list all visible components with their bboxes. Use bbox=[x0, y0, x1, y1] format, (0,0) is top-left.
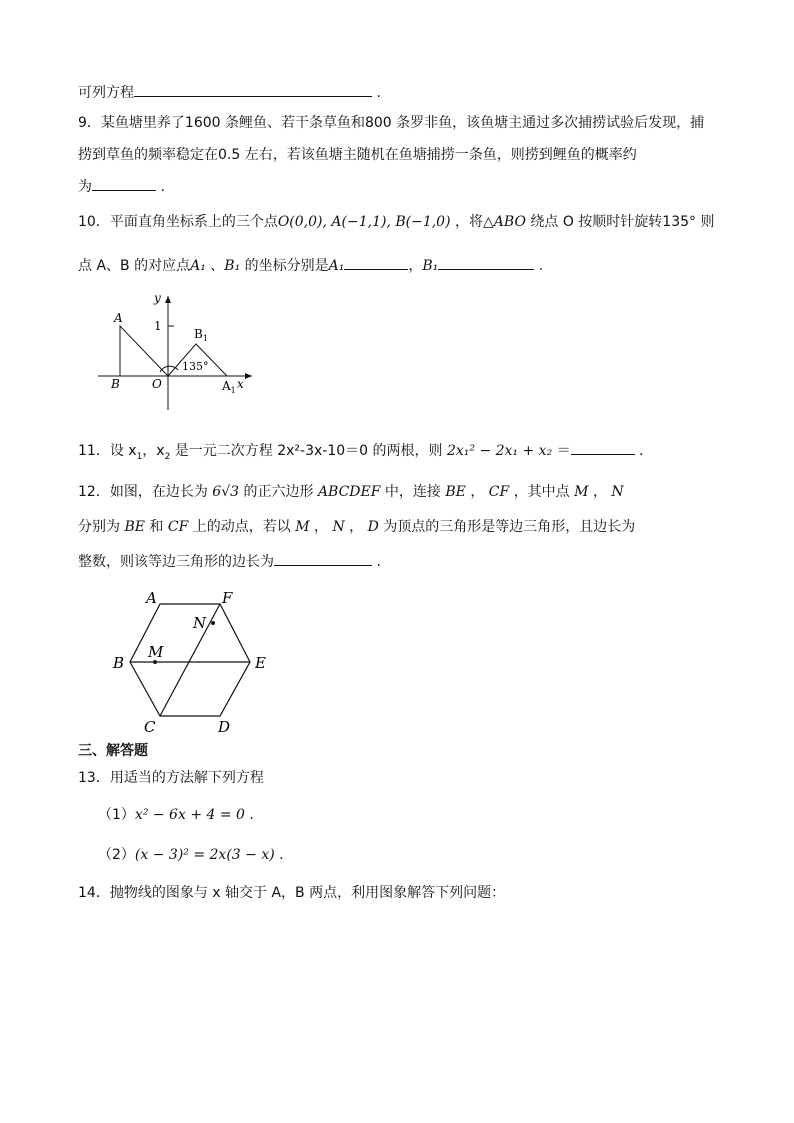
label-hex-m: M bbox=[148, 643, 164, 661]
label-y: y bbox=[154, 291, 161, 305]
label-x: x bbox=[237, 377, 244, 391]
label-hex-c: C bbox=[144, 718, 156, 736]
q14-line: 14．抛物线的图象与 x 轴交于 A，B 两点，利用图象解答下列问题： bbox=[78, 885, 506, 901]
label-hex-e: E bbox=[255, 654, 266, 672]
q9-line2: 捞到草鱼的频率稳定在0.5 左右，若该鱼塘主随机在鱼塘捕捞一条鱼，则捞到鲤鱼的概率约 bbox=[78, 147, 637, 163]
label-hex-n: N bbox=[193, 614, 207, 632]
y-axis-arrow bbox=[165, 296, 171, 303]
answer-blank bbox=[344, 255, 408, 270]
label-a: A bbox=[114, 311, 123, 325]
q13-title: 13．用适当的方法解下列方程 bbox=[78, 770, 264, 786]
x-axis-arrow bbox=[245, 373, 252, 379]
label-one: 1 bbox=[154, 319, 162, 333]
q8-tail: 可列方程 . bbox=[78, 82, 381, 103]
q12-line2: 分别为 BE 和 CF 上的动点，若以 M ， N ， D 为顶点的三角形是等边三角形，且边长为 bbox=[78, 519, 636, 535]
label-a1: $A_1$ bbox=[222, 379, 236, 395]
point-n bbox=[211, 621, 215, 625]
label-o: O bbox=[152, 377, 162, 391]
q9-line1: 9．某鱼塘里养了1600 条鲤鱼、若干条草鱼和800 条罗非鱼，该鱼塘主通过多次捕捞试验后发现，捕 bbox=[78, 115, 705, 131]
label-b: B bbox=[111, 377, 120, 391]
label-b1: $B_1$ bbox=[194, 327, 208, 343]
answer-blank bbox=[438, 255, 534, 270]
answer-blank bbox=[134, 82, 372, 97]
q9-line3: 为 . bbox=[78, 176, 165, 197]
section-title: 三、解答题 bbox=[78, 743, 148, 759]
label-hex-d: D bbox=[218, 718, 231, 736]
q10-line1: 10．平面直角坐标系上的三个点O(0,0), A(−1,1), B(−1,0) ，将△ABO 绕点 O 按顺时针旋转135° 则 bbox=[78, 214, 715, 230]
triangle-abo bbox=[120, 326, 168, 376]
q13-part1: （1）x² − 6x + 4 = 0 . bbox=[98, 807, 254, 823]
q10-line2: 点 A、B 的对应点A₁ 、B₁ 的坐标分别是A₁ ，B₁ . bbox=[78, 255, 543, 276]
segment-cf bbox=[160, 604, 220, 716]
q12-line3: 整数，则该等边三角形的边长为 . bbox=[78, 551, 381, 572]
answer-blank bbox=[571, 440, 635, 455]
label-hex-b: B bbox=[113, 654, 125, 672]
rotation-diagram bbox=[90, 288, 270, 418]
answer-blank bbox=[92, 176, 156, 191]
hexagon-diagram bbox=[105, 586, 285, 740]
label-angle: 135° bbox=[182, 360, 209, 373]
q13-part2: （2）(x − 3)² = 2x(3 − x) . bbox=[98, 847, 284, 863]
label-hex-a: A bbox=[146, 589, 157, 607]
label-hex-f: F bbox=[222, 589, 233, 607]
answer-blank bbox=[274, 551, 372, 566]
q12-line1: 12．如图，在边长为 6√3 的正六边形 ABCDEF 中，连接 BE ， CF ，其中点 M ， N bbox=[78, 484, 624, 500]
q11-line: 11．设 $x_1$，$x_2$ 是一元二次方程 2x²-3x-10＝0 的两根，则 2x₁² − 2x₁ + x₂ ＝ . bbox=[78, 440, 644, 467]
